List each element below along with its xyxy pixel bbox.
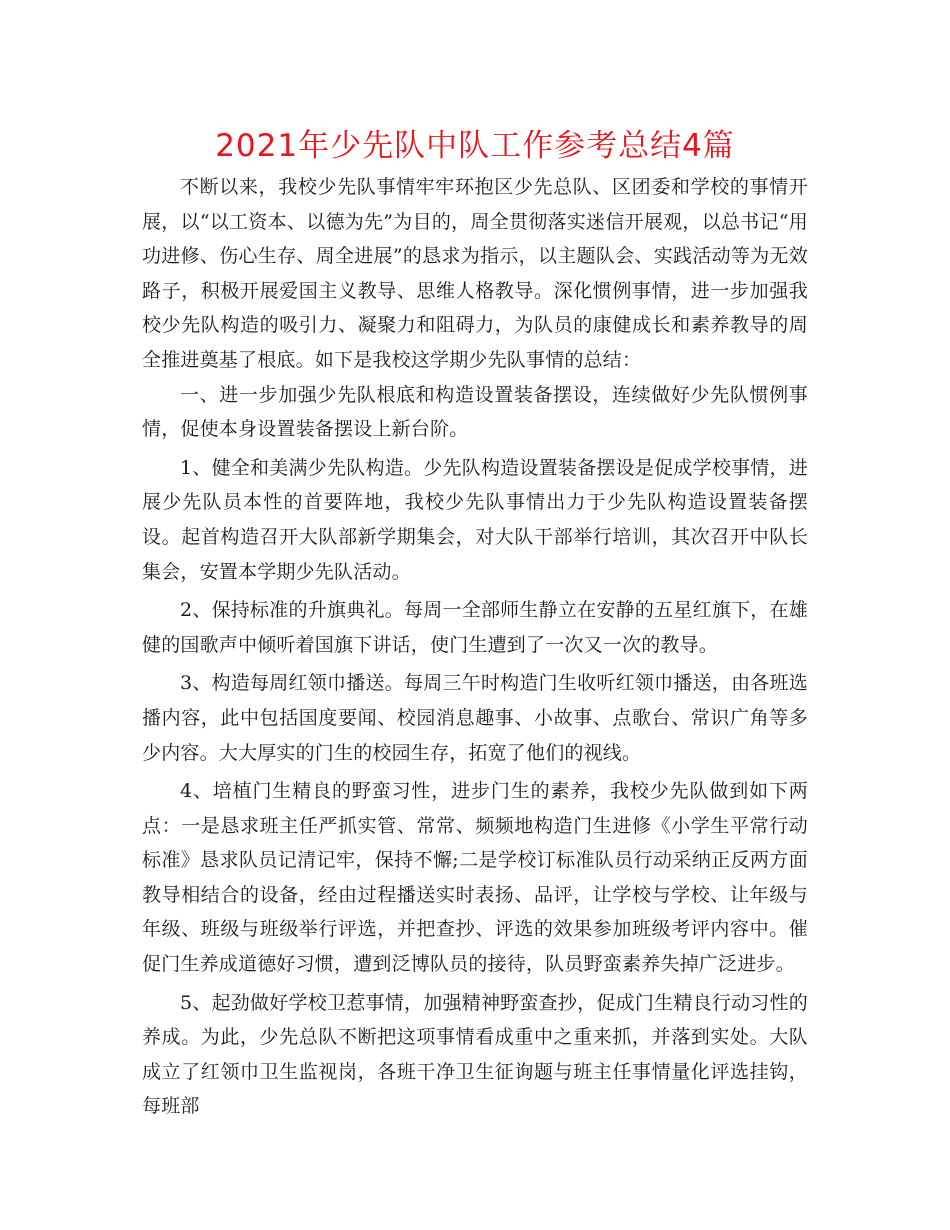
paragraph-intro: 不断以来，我校少先队事情牢牢环抱区少先总队、区团委和学校的事情开展，以“以工资本、以德为先”为目的，周全贯彻落实迷信开展观，以总书记“用功进修、伤心生存、周全进展”的恳求为指示，以主题队会、实践活动等为无效路子，积极开展爱国主义教导、思维人格教导。深化惯例事情，进一步加强我校少先队构造的吸引力、凝聚力和阻碍力，为队员的康健成长和素养教导的周全推进奠基了根底。如下是我校这学期少先队事情的总结： xyxy=(142,176,808,371)
document-title: 2021年少先队中队工作参考总结4篇 xyxy=(215,128,735,164)
paragraph-item-2: 2、保持标准的升旗典礼。每周一全部师生静立在安静的五星红旗下，在雄健的国歌声中倾听着国旗下讲话，使门生遭到了一次又一次的教导。 xyxy=(142,599,808,656)
paragraph-item-4: 4、培植门生精良的野蛮习性，进步门生的素养，我校少先队做到如下两点：一是恳求班主任严抓实管、常常、频频地构造门生进修《小学生平常行动标准》恳求队员记清记牢，保持不懈;二是学校订标准队员行动采纳正反两方面教导相结合的设备，经由过程播送实时表扬、品评，让学校与学校、让年级与年级、班级与班级举行评选，并把查抄、评选的效果参加班级考评内容中。催促门生养成道德好习惯，遭到泛博队员的接待，队员野蛮素养失掉广泛进步。 xyxy=(142,780,808,976)
paragraph-item-1: 1、健全和美满少先队构造。少先队构造设置装备摆设是促成学校事情，进展少先队员本性的首要阵地，我校少先队事情出力于少先队构造设置装备摆设。起首构造召开大队部新学期集会，对大队干部举行培训，其次召开中队长集会，安置本学期少先队活动。 xyxy=(142,456,808,583)
paragraph-item-5: 5、起劲做好学校卫惹事情，加强精神野蛮查抄，促成门生精良行动习性的养成。为此，少先总队不断把这项事情看成重中之重来抓，并落到实处。大队成立了红领巾卫生监视岗，各班干净卫生征询题与班主任事情量化评选挂钩，每班部 xyxy=(142,991,808,1118)
paragraph-section-1: 一、进一步加强少先队根底和构造设置装备摆设，连续做好少先队惯例事情，促使本身设置装备摆设上新台阶。 xyxy=(142,383,808,441)
paragraph-item-3: 3、构造每周红领巾播送。每周三午时构造门生收听红领巾播送，由各班选播内容，此中包括国度要闻、校园消息趣事、小故事、点歌台、常识广角等多少内容。大大厚实的门生的校园生存，拓宽了他们的视线。 xyxy=(142,672,808,764)
document-page xyxy=(142,124,808,1124)
